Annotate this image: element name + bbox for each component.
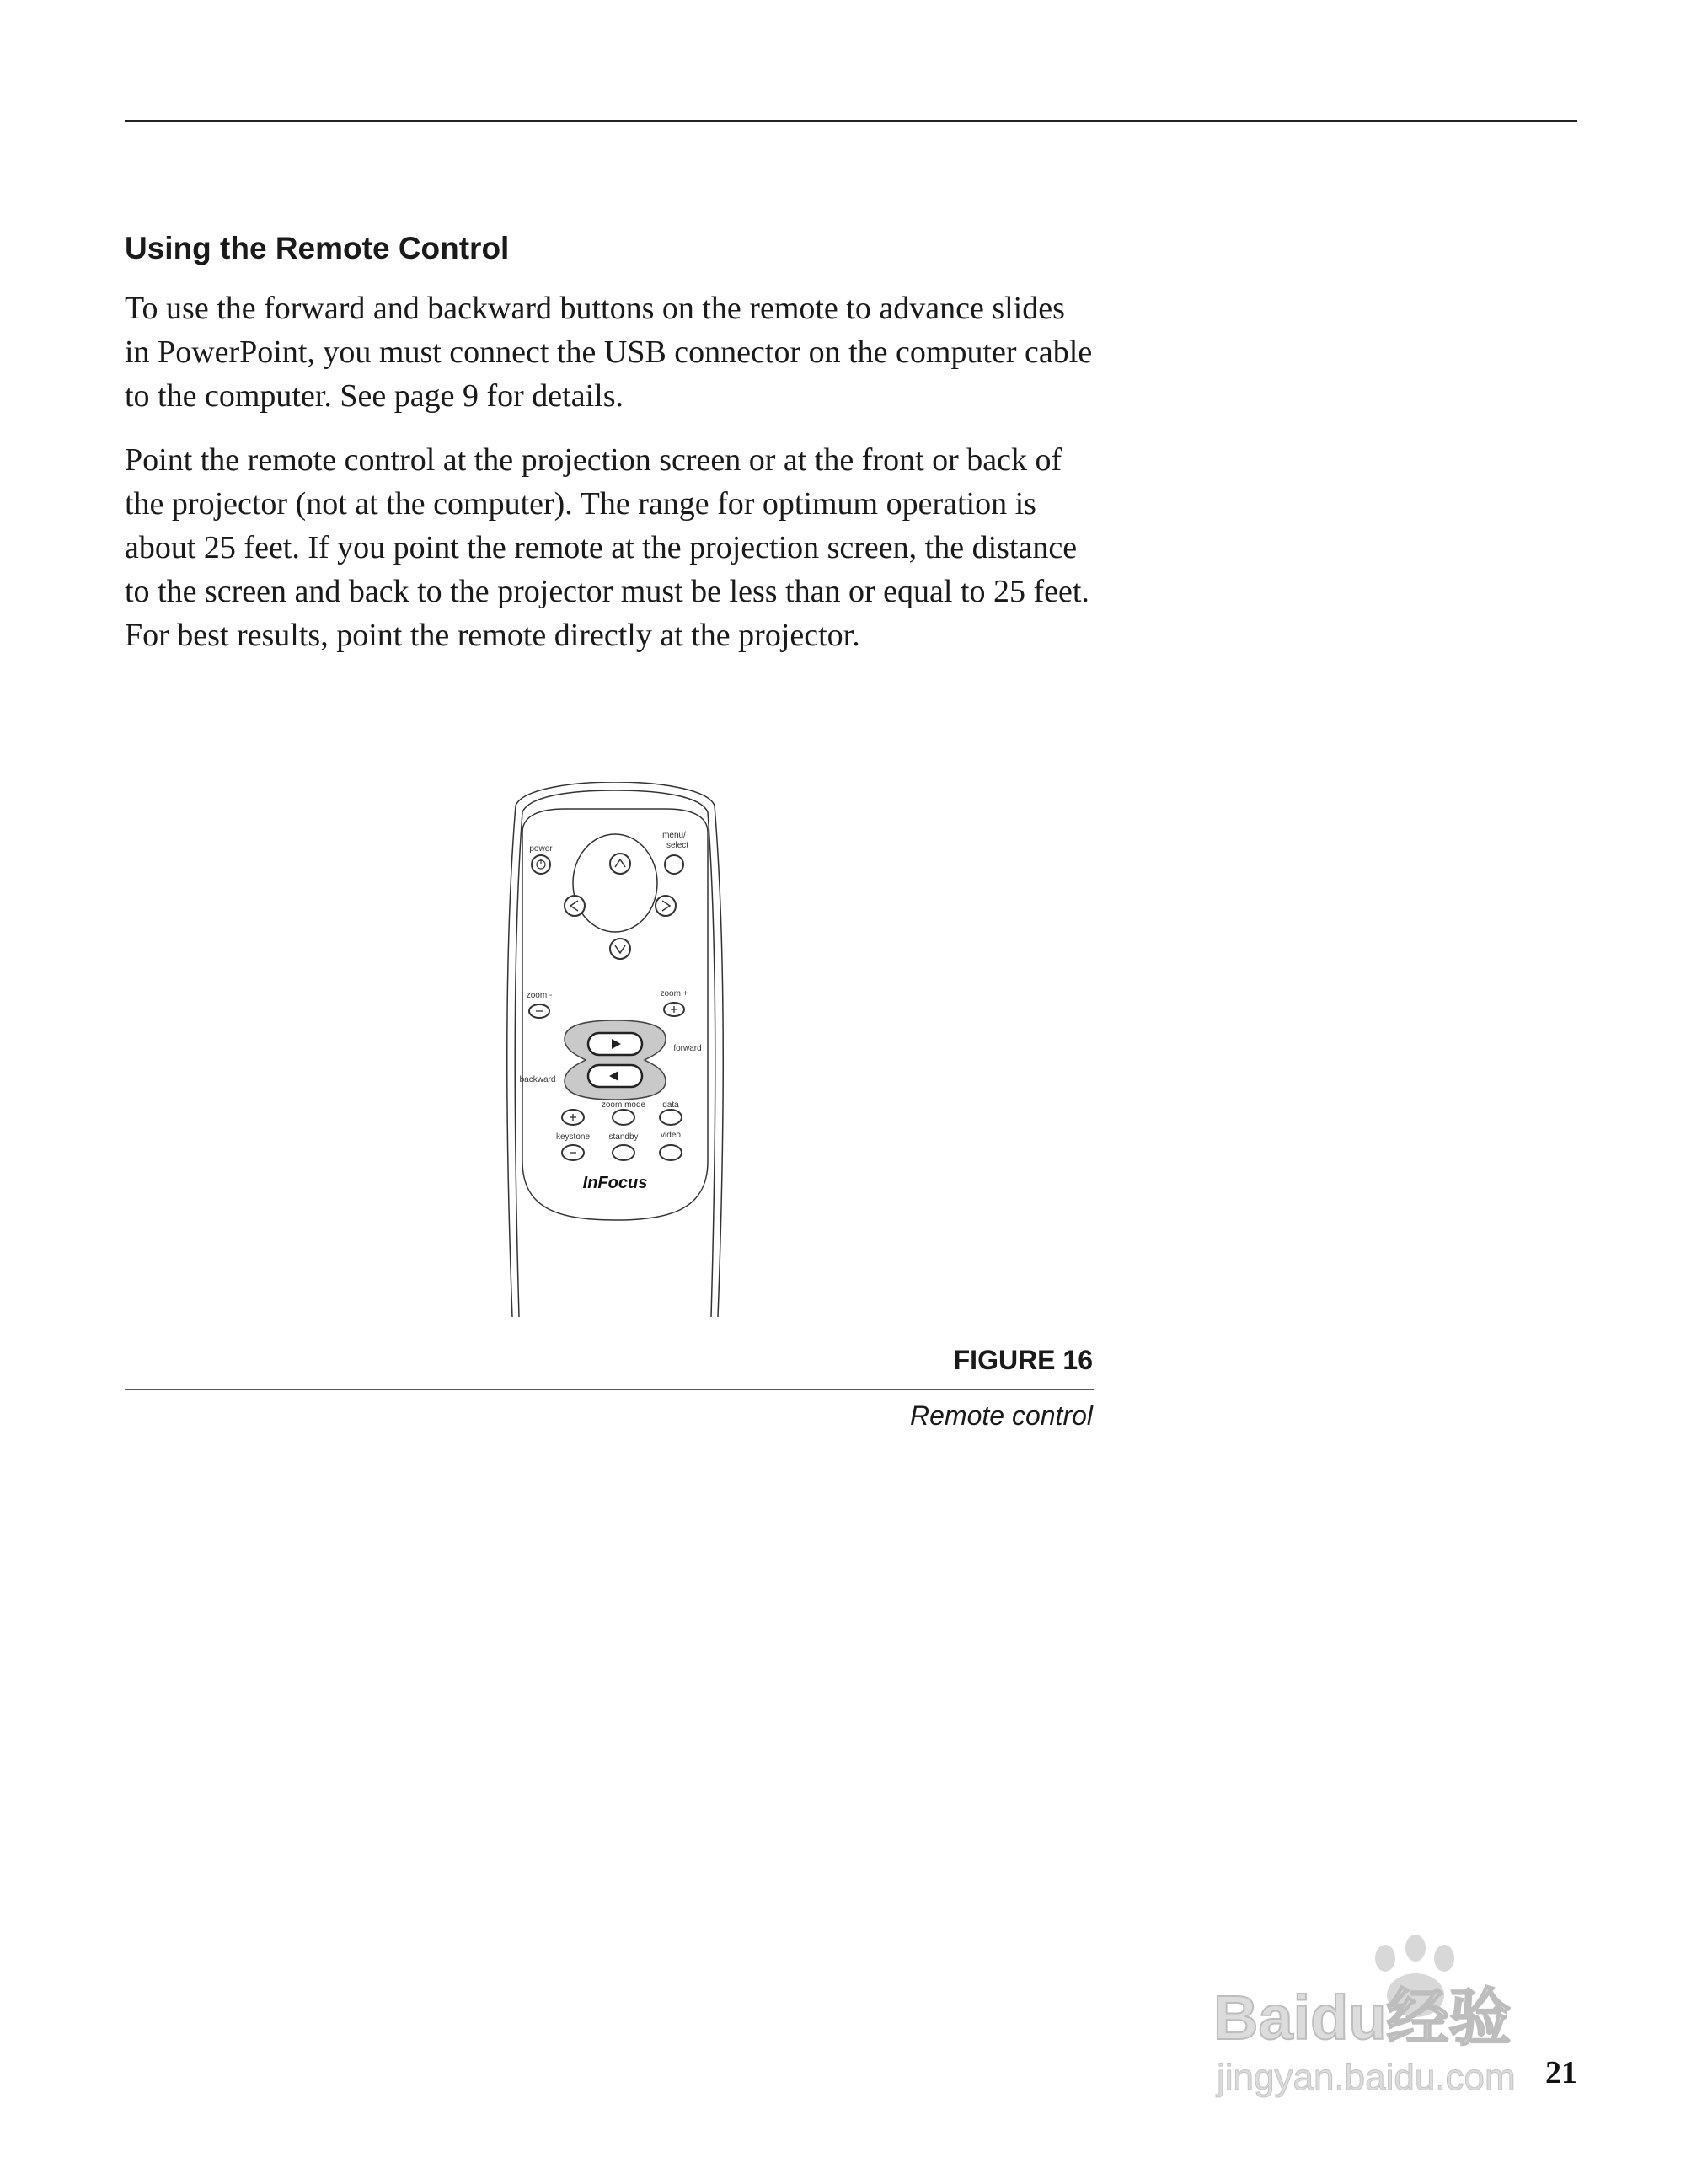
watermark-url: jingyan.baidu.com bbox=[1217, 2057, 1516, 2098]
power-label: power bbox=[529, 844, 553, 854]
standby-label: standby bbox=[608, 1132, 639, 1142]
select-label: select bbox=[666, 841, 689, 850]
right-arrow-button[interactable] bbox=[656, 896, 676, 916]
zoom-mode-button[interactable] bbox=[613, 1110, 634, 1125]
down-arrow-button[interactable] bbox=[610, 939, 630, 959]
zoom-minus-label: zoom - bbox=[526, 991, 553, 1000]
header-rule bbox=[125, 120, 1577, 122]
up-arrow-button[interactable] bbox=[610, 854, 630, 874]
figure-caption: Remote control bbox=[910, 1400, 1093, 1431]
figure-label: FIGURE 16 bbox=[953, 1345, 1093, 1375]
power-button[interactable] bbox=[532, 855, 550, 874]
data-button[interactable] bbox=[660, 1110, 682, 1125]
video-label: video bbox=[661, 1131, 681, 1140]
keystone-minus-button[interactable] bbox=[562, 1145, 584, 1160]
keystone-label: keystone bbox=[555, 1132, 591, 1142]
section-heading: Using the Remote Control bbox=[125, 231, 510, 265]
data-label: data bbox=[662, 1100, 679, 1110]
watermark-brand: Baidu经验 bbox=[1213, 1983, 1512, 2053]
zoom-minus-button[interactable] bbox=[529, 1004, 549, 1018]
standby-button[interactable] bbox=[613, 1145, 634, 1160]
backward-button[interactable] bbox=[588, 1065, 642, 1087]
figure-rule bbox=[125, 1389, 1094, 1390]
menu-select-button[interactable] bbox=[665, 855, 683, 874]
zoom-plus-label: zoom + bbox=[660, 989, 688, 998]
backward-label: backward bbox=[519, 1075, 556, 1084]
left-arrow-button[interactable] bbox=[565, 896, 585, 916]
remote-control-illustration bbox=[506, 782, 725, 1321]
zoom-mode-label: zoom mode bbox=[601, 1100, 646, 1110]
paragraph-usb-connection: To use the forward and backward buttons on the remote to advance slides in PowerPoint, you must connect the USB connector on the computer cable to the computer. See page 9 for details. bbox=[125, 291, 1093, 414]
paragraph-pointing-range: Point the remote control at the projection screen or at the front or back of the projector (not at the computer). The range for optimum operation is about 25 feet. If you point the remote at the projection screen, the distance to the screen and back to the projector must be less than or equal to 25 feet. For best results, point the remote directly at the projector. bbox=[125, 442, 1089, 653]
keystone-plus-button[interactable] bbox=[562, 1110, 584, 1125]
forward-button[interactable] bbox=[588, 1033, 642, 1055]
dpad-ring bbox=[573, 834, 657, 932]
page-number: 21 bbox=[1545, 2055, 1577, 2090]
zoom-plus-button[interactable] bbox=[664, 1003, 684, 1016]
brand-logo: InFocus bbox=[582, 1174, 648, 1192]
video-button[interactable] bbox=[660, 1145, 682, 1160]
forward-label: forward bbox=[673, 1044, 702, 1053]
baidu-watermark bbox=[1205, 1930, 1601, 2098]
menu-label: menu/ bbox=[662, 831, 686, 840]
